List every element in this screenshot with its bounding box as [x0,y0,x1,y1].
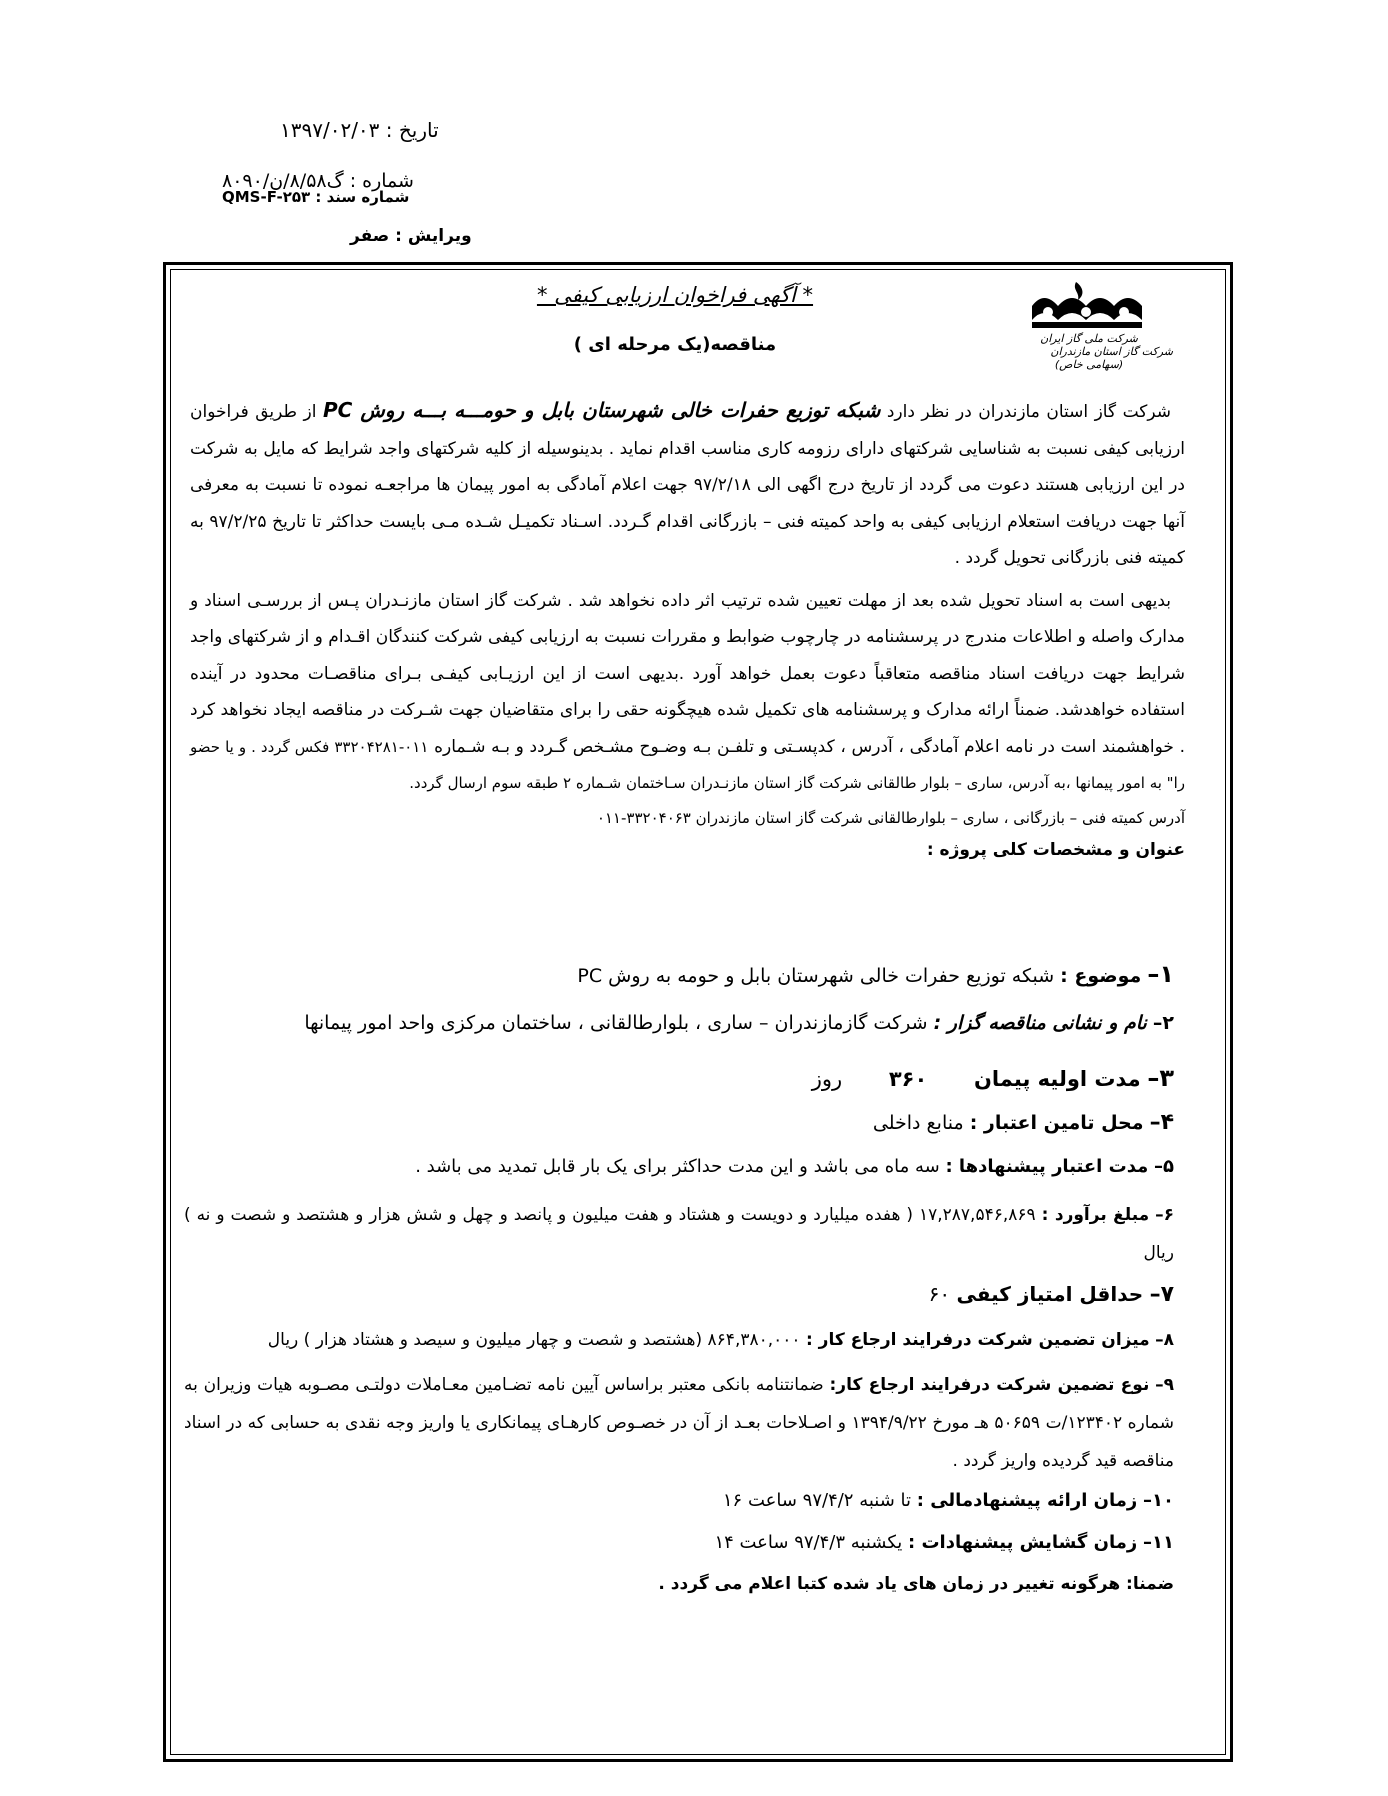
item-11-value: یکشنبه ۹۷/۴/۳ ساعت ۱۴ [714,1532,908,1553]
committee-address: آدرس کمیته فنی – بازرگانی ، ساری – بلوارطالقانی شرکت گاز استان مازندران ۳۳۲۰۴۰۶۳-۰۱۱ [596,808,1185,827]
edition-line [350,226,472,246]
item-1-value: شبکه توزیع حفرات خالی شهرستان بابل و حومه به روش PC [577,965,1061,987]
item-8-label: میزان تضمین شرکت درفرایند ارجاع کار : [805,1330,1150,1350]
notice-title [480,283,870,307]
logo-line-1: شرکت ملی گاز ایران [1040,332,1138,345]
number-value: گ۸/۵۸/ن/۸۰۹۰ [222,170,344,192]
item-7-label: حداقل امتیاز کیفی [956,1282,1144,1306]
para1-rest: از طریق فراخوان ارزیابی کیفی نسبت به شناسایی شرکتهای دارای رزومه کاری مناسب اقدام نماید . بدینوسیله از کلیه شرکتهای واجد شرایط که مایل به شرکت در این ارزیابی هستند دعوت می گردد از تاریخ درج اگهی الی ۹۷/۲/۱۸ جهت اعلام آمادگی به امور پیمان ها مراجعـه نموده تا نسبت به معرفی آنها جهت دریافت استعلام ارزیابی کیفی به واحد کمیته فنی – بازرگانی اقدام گـردد. اسـناد تکمیـل شـده مـی بایست حداکثر تا تاریخ ۹۷/۲/۲۵ به کمیته فنی بازرگانی تحویل گردد . [190,402,1186,568]
item-2 [304,1012,1174,1034]
item-9-num: ۹– [1155,1375,1174,1395]
item-2-num: ۲– [1152,1012,1174,1034]
item-4-label: محل تامین اعتبار : [969,1112,1144,1134]
item-11 [714,1532,1174,1553]
item-5 [415,1156,1174,1177]
date-value: ۱۳۹۷/۰۲/۰۳ [280,118,380,142]
item-5-value: سه ماه می باشد و این مدت حداکثر برای یک بار قابل تمدید می باشد . [415,1156,946,1177]
item-5-label: مدت اعتبار پیشنهادها : [945,1156,1149,1177]
edition-label: ویرایش : [395,226,472,246]
section-title: عنوان و مشخصات کلی پروژه : [926,839,1185,860]
item-3-label: مدت اولیه پیمان [974,1067,1141,1091]
para1-start: شرکت گاز استان مازندران در نظر دارد [880,402,1171,422]
item-1-num: ۱– [1147,960,1174,988]
item-11-label: زمان گشایش پیشنهادات : [908,1532,1138,1553]
item-10-label: زمان ارائه پیشنهادمالی : [916,1490,1138,1511]
item-2-label: نام و نشانی مناقصه گزار : [933,1012,1147,1034]
doc-label: شماره سند : [315,188,410,206]
footer-note: ضمنا: هرگونه تغییر در زمان های یاد شده کتبا اعلام می گردد . [658,1574,1174,1594]
notice-body [190,392,1185,866]
edition-value: صفر [350,226,390,246]
item-10-num: ۱۰– [1143,1490,1174,1511]
logo-line-3: (سهامی خاص) [1054,358,1124,371]
project-highlight: شبکه توزیع حفرات خالی شهرستان بابل و حومـــه بـــه روش PC [323,398,881,422]
para2-small-text: ۰۱۱-۳۳۲۰۴۲۸۱ فکس گردد . و یا حضو را" به امور پیمانها ،به آدرس، ساری – بلوار طالقانی شرکت گاز استان مازنـدران سـاختمان شـماره ۲ طبقه سوم ارسال گردد. [190,737,1185,792]
number-label: شماره : [349,170,414,192]
item-6-num: ۶– [1155,1205,1174,1225]
item-1 [577,960,1174,988]
logo-line-2: شرکت گاز استان مازندران [1050,345,1173,358]
item-9-label: نوع تضمین شرکت درفرایند ارجاع کار: [829,1375,1150,1395]
doc-number-line [222,188,409,206]
date-line [280,118,439,142]
item-10-value: تا شنبه ۹۷/۴/۲ ساعت ۱۶ [722,1490,917,1511]
item-6 [184,1196,1174,1272]
paragraph-2 [190,583,1185,802]
para2-text: بدیهی است به اسناد تحویل شده بعد از مهلت تعیین شده ترتیب اثر داده نخواهد شد . شرکت گاز استان مازنـدران پـس از بررسـی اسناد و مدارک واصله و اطلاعات مندرج در پرسشنامه در چارچوب ضوابط و مقررات نسبت به ارزیابی کیفی شرکت کنندگان اقـدام و از شرکتهای واجد شرایط جهت دریافت اسناد مناقصه متعاقباً دعوت بعمل خواهد آورد .بدیهی است از این ارزیـابی کیفـی بـرای مناقصـات محدود در آینده استفاده خواهدشد. ضمناً ارائه مدارک و پرسشنامه های تکمیل شده هیچگونه حقی را برای متقاضیان جهت شـرکت در مناقصه ایجاد نخواهد کرد . خواهشمند است در نامه اعلام آمادگی ، آدرس ، کدپسـتی و تلفـن بـه وضـوح مشـخص گـردد و بـه شـماره [190,590,1186,757]
item-4-value: منابع داخلی [872,1112,970,1134]
item-2-value: شرکت گازمازندران – ساری ، بلوارطالقانی ، ساختمان مرکزی واحد امور پیمانها [304,1012,934,1034]
item-4 [873,1110,1174,1135]
item-4-num: ۴– [1149,1110,1174,1135]
item-10 [723,1490,1174,1511]
doc-value: QMS-F-۲۵۳ [222,188,311,206]
item-7-value: ۶۰ [928,1282,951,1306]
item-5-num: ۵– [1154,1156,1174,1177]
item-3-num: ۳– [1147,1064,1174,1092]
logo-caption [1005,332,1173,371]
item-1-label: موضوع : [1060,965,1142,987]
notice-title-text: * آگهی فراخوان ارزیابی کیفی * [536,283,814,307]
item-6-value: ۱۷,۲۸۷,۵۴۶,۸۶۹ ( هفده میلیارد و دویست و هشتاد و هفت میلیون و پانصد و چهل و شش هزار و هشتصد و شصت و نه ) ریال [184,1205,1174,1263]
item-7 [929,1282,1174,1307]
item-8-value: ۸۶۴,۳۸۰,۰۰۰ (هشتصد و شصت و چهار میلیون و سیصد و هشتاد هزار ) ریال [267,1330,806,1350]
item-9-value: ضمانتنامه بانکی معتبر براساس آیین نامه تضـامین معـاملات دولتـی مصـوبه هیات وزیران به شماره ۱۲۳۴۰۲/ت ۵۰۶۵۹ هـ مورخ ۱۳۹۴/۹/۲۲ و اصـلاحات بعـد از آن در خصـوص کارهـای پیمانکاری یا واریز وجه نقدی به حسابی که در اسناد مناقصه قید گردیده واریز گردد . [184,1375,1174,1471]
item-3-unit: روز [811,1067,843,1091]
paragraph-1 [190,392,1185,577]
item-11-num: ۱۱– [1143,1532,1174,1553]
item-8-num: ۸– [1155,1330,1174,1350]
notice-subtitle: مناقصه(یک مرحله ای ) [573,334,777,355]
item-3 [812,1064,1174,1092]
item-7-num: ۷– [1149,1282,1174,1307]
item-9 [184,1366,1174,1480]
item-6-label: مبلغ برآورد : [1041,1205,1150,1225]
date-label: تاریخ : [385,118,439,142]
item-3-value: ۳۶۰ [888,1067,928,1091]
item-8 [268,1330,1174,1350]
